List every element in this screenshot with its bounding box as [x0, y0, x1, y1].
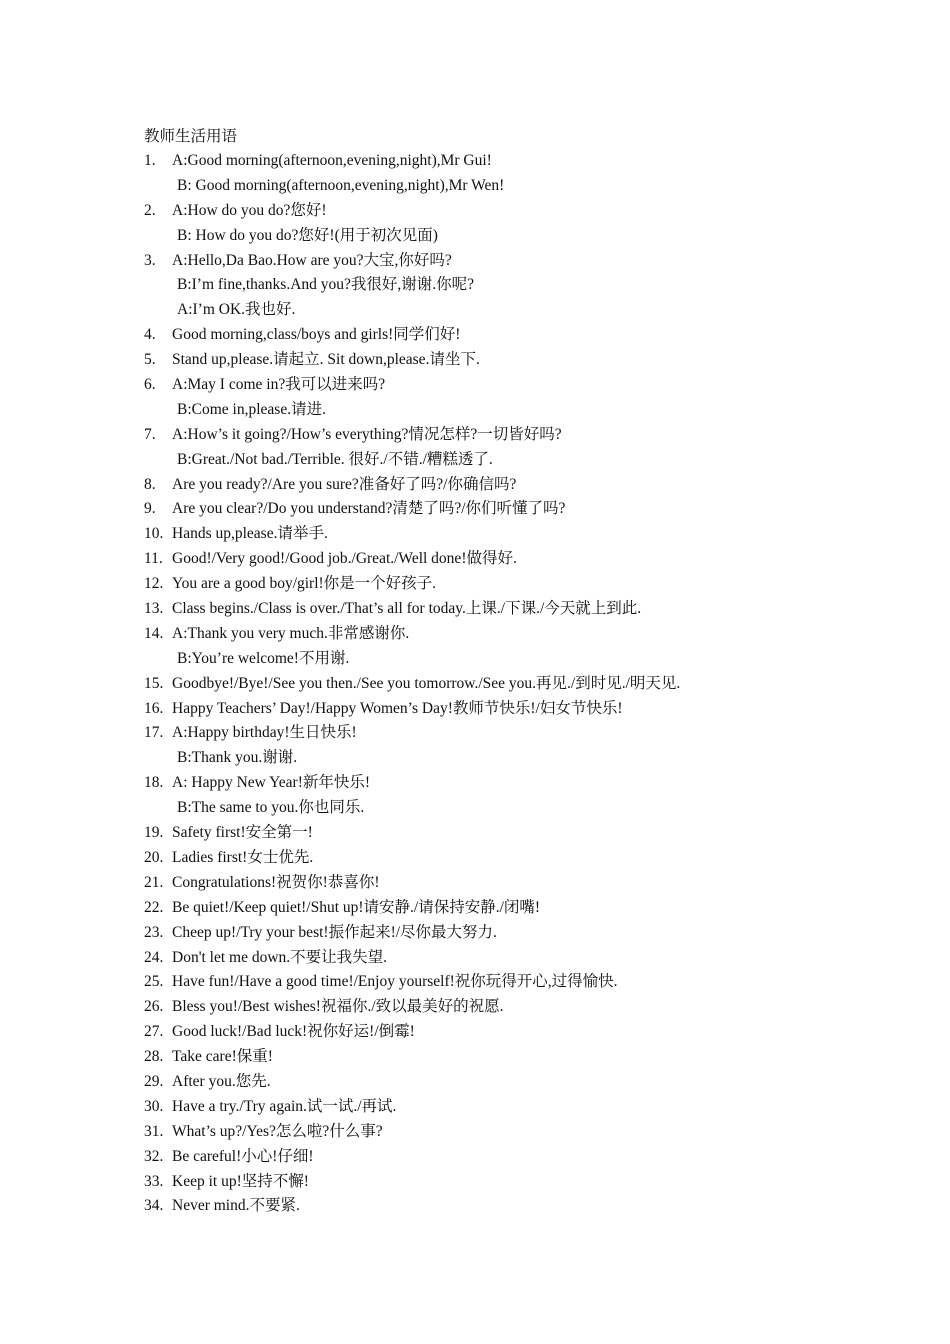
phrase-item	[144, 522, 904, 547]
phrase-number: 9.	[144, 500, 156, 518]
phrase-item	[144, 199, 904, 224]
phrase-number: 26.	[144, 998, 164, 1016]
phrase-item	[144, 846, 904, 871]
phrase-number: 25.	[144, 973, 164, 991]
phrase-item	[144, 1020, 904, 1045]
phrase-number: 3.	[144, 251, 156, 269]
phrase-item	[144, 721, 904, 746]
phrase-text: Are you ready?/Are you sure?准备好了吗?/你确信吗?	[172, 475, 517, 493]
phrase-text: After you.您先.	[172, 1072, 271, 1090]
phrase-item	[144, 348, 904, 373]
phrase-item	[144, 970, 904, 995]
phrase-text: Ladies first!女士优先.	[172, 848, 314, 866]
phrase-text: Good luck!/Bad luck!祝你好运!/倒霉!	[172, 1023, 415, 1041]
phrase-number: 23.	[144, 923, 164, 941]
phrase-text: B:Come in,please.请进.	[177, 400, 326, 418]
phrase-text: A:How do you do?您好!	[172, 201, 327, 219]
phrase-number: 8.	[144, 475, 156, 493]
phrase-number: 18.	[144, 774, 164, 792]
phrase-item	[144, 249, 904, 274]
phrase-number: 2.	[144, 201, 156, 219]
phrase-item	[144, 1095, 904, 1120]
phrase-number: 10.	[144, 525, 164, 543]
phrase-text: Be careful!小心!仔细!	[172, 1147, 314, 1165]
phrase-item	[144, 821, 904, 846]
phrase-item	[144, 497, 904, 522]
phrase-item	[144, 995, 904, 1020]
document-title: 教师生活用语	[144, 128, 238, 145]
phrase-number: 20.	[144, 848, 164, 866]
phrase-number: 33.	[144, 1172, 164, 1190]
phrase-text: Congratulations!祝贺你!恭喜你!	[172, 873, 380, 891]
phrase-item	[144, 1145, 904, 1170]
phrase-text: Be quiet!/Keep quiet!/Shut up!请安静./请保持安静./闭嘴!	[172, 898, 541, 916]
phrase-item	[144, 572, 904, 597]
phrase-item	[144, 1194, 904, 1219]
phrase-reply	[144, 224, 904, 249]
phrase-number: 16.	[144, 699, 164, 717]
phrase-item	[144, 946, 904, 971]
phrase-item	[144, 597, 904, 622]
phrase-text: Class begins./Class is over./That’s all for today.上课./下课./今天就上到此.	[172, 600, 642, 618]
phrase-text: A:Hello,Da Bao.How are you?大宝,你好吗?	[172, 251, 452, 269]
phrase-text: Hands up,please.请举手.	[172, 525, 328, 543]
phrase-number: 5.	[144, 351, 156, 369]
phrase-text: B:The same to you.你也同乐.	[177, 799, 365, 817]
phrase-number: 21.	[144, 873, 164, 891]
phrase-text: A:How’s it going?/How’s everything?情况怎样?一切皆好吗?	[172, 425, 562, 443]
phrase-item	[144, 473, 904, 498]
phrase-text: B: Good morning(afternoon,evening,night),Mr Wen!	[177, 176, 505, 194]
phrase-number: 13.	[144, 600, 164, 618]
phrase-number: 30.	[144, 1097, 164, 1115]
phrase-text: Goodbye!/Bye!/See you then./See you tomorrow./See you.再见./到时见./明天见.	[172, 674, 681, 692]
phrase-text: What’s up?/Yes?怎么啦?什么事?	[172, 1122, 383, 1140]
phrase-text: B:You’re welcome!不用谢.	[177, 649, 350, 667]
phrase-item	[144, 1120, 904, 1145]
phrase-text: Are you clear?/Do you understand?清楚了吗?/你们听懂了吗?	[172, 500, 566, 518]
phrase-reply	[144, 448, 904, 473]
phrase-number: 1.	[144, 152, 156, 169]
phrase-reply	[144, 647, 904, 672]
phrase-item	[144, 871, 904, 896]
phrase-list	[144, 149, 904, 1219]
phrase-number: 19.	[144, 824, 164, 842]
phrase-text: Good!/Very good!/Good job./Great./Well done!做得好.	[172, 550, 517, 568]
phrase-number: 24.	[144, 948, 164, 966]
phrase-reply	[144, 174, 904, 199]
phrase-text: Good morning,class/boys and girls!同学们好!	[172, 326, 461, 344]
phrase-text: Keep it up!坚持不懈!	[172, 1172, 309, 1190]
phrase-number: 17.	[144, 724, 164, 742]
phrase-item	[144, 423, 904, 448]
phrase-number: 27.	[144, 1023, 164, 1041]
phrase-item	[144, 1170, 904, 1195]
phrase-text: Cheep up!/Try your best!振作起来!/尽你最大努力.	[172, 923, 497, 941]
phrase-text: Bless you!/Best wishes!祝福你./致以最美好的祝愿.	[172, 998, 504, 1016]
phrase-item	[144, 547, 904, 572]
phrase-text: B:I’m fine,thanks.And you?我很好,谢谢.你呢?	[177, 276, 475, 294]
phrase-number: 15.	[144, 674, 164, 692]
phrase-text: A: Happy New Year!新年快乐!	[172, 774, 371, 792]
phrase-text: Safety first!安全第一!	[172, 824, 313, 842]
phrase-item	[144, 1070, 904, 1095]
phrase-item	[144, 697, 904, 722]
phrase-number: 29.	[144, 1072, 164, 1090]
phrase-number: 6.	[144, 376, 156, 394]
document-page	[144, 124, 904, 1219]
phrase-item	[144, 622, 904, 647]
phrase-text: Stand up,please.请起立. Sit down,please.请坐下.	[172, 351, 480, 369]
phrase-text: A:May I come in?我可以进来吗?	[172, 376, 386, 394]
phrase-number: 34.	[144, 1197, 164, 1215]
phrase-number: 31.	[144, 1122, 164, 1140]
phrase-reply	[144, 746, 904, 771]
phrase-text: A:Thank you very much.非常感谢你.	[172, 624, 410, 642]
phrase-text: B: How do you do?您好!(用于初次见面)	[177, 226, 438, 244]
phrase-number: 14.	[144, 624, 164, 642]
phrase-number: 22.	[144, 898, 164, 916]
phrase-item	[144, 149, 904, 174]
phrase-item	[144, 771, 904, 796]
phrase-reply	[144, 398, 904, 423]
phrase-text: Don't let me down.不要让我失望.	[172, 948, 388, 966]
phrase-reply	[144, 298, 904, 323]
phrase-item	[144, 896, 904, 921]
phrase-text: B:Great./Not bad./Terrible. 很好./不错./糟糕透了.	[177, 450, 493, 468]
phrase-number: 7.	[144, 425, 156, 443]
phrase-number: 4.	[144, 326, 156, 344]
phrase-reply	[144, 796, 904, 821]
phrase-text: A:Happy birthday!生日快乐!	[172, 724, 357, 742]
phrase-item	[144, 323, 904, 348]
phrase-number: 11.	[144, 550, 163, 568]
phrase-text: Have a try./Try again.试一试./再试.	[172, 1097, 397, 1115]
phrase-item	[144, 921, 904, 946]
phrase-text: Happy Teachers’ Day!/Happy Women’s Day!教师节快乐!/妇女节快乐!	[172, 699, 623, 717]
phrase-item	[144, 373, 904, 398]
phrase-item	[144, 1045, 904, 1070]
phrase-text: B:Thank you.谢谢.	[177, 749, 298, 767]
phrase-item	[144, 672, 904, 697]
phrase-text: Never mind.不要紧.	[172, 1197, 300, 1215]
phrase-text: You are a good boy/girl!你是一个好孩子.	[172, 575, 437, 593]
phrase-number: 28.	[144, 1048, 164, 1066]
phrase-reply	[144, 273, 904, 298]
phrase-number: 32.	[144, 1147, 164, 1165]
phrase-text: A:I’m OK.我也好.	[177, 301, 296, 319]
phrase-number: 12.	[144, 575, 164, 593]
phrase-text: Have fun!/Have a good time!/Enjoy yourself!祝你玩得开心,过得愉快.	[172, 973, 618, 991]
phrase-text: Take care!保重!	[172, 1048, 273, 1066]
phrase-text: A:Good morning(afternoon,evening,night),Mr Gui!	[172, 152, 492, 169]
